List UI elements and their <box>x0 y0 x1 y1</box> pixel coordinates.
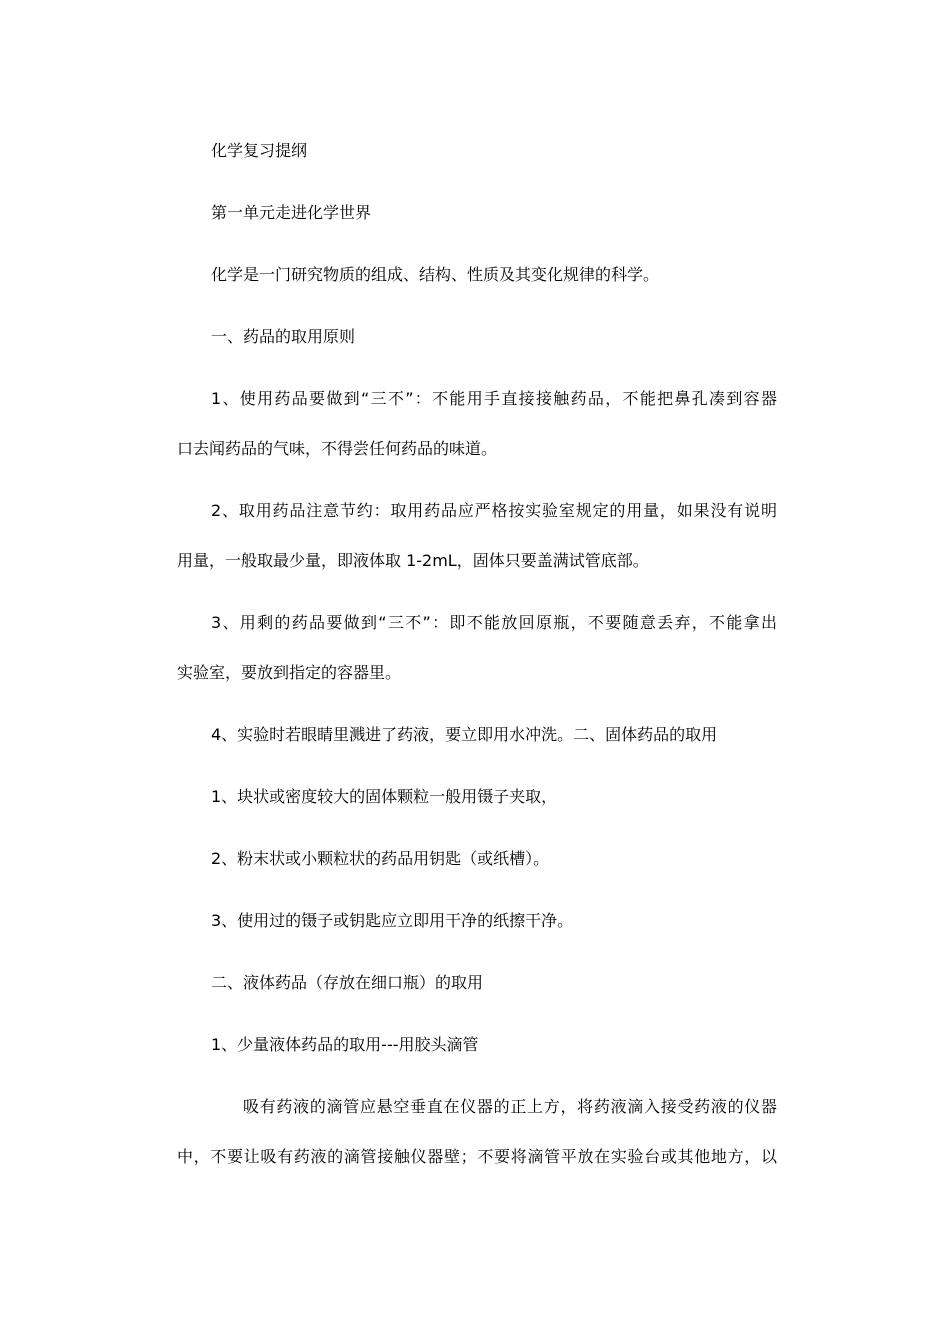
rule-3-line-2: 实验室，要放到指定的容器里。 <box>177 663 402 682</box>
liquid-item-1-heading: 1、少量液体药品的取用---用胶头滴管 <box>211 1035 479 1054</box>
section-heading-liquid: 二、液体药品（存放在细口瓶）的取用 <box>211 973 484 992</box>
solid-item-1: 1、块状或密度较大的固体颗粒一般用镊子夹取， <box>211 787 558 806</box>
dropper-line-2: 中，不要让吸有药液的滴管接触仪器壁；不要将滴管平放在实验台或其他地方，以 <box>177 1147 777 1166</box>
rule-1-line-1: 1、使用药品要做到“三不”：不能用手直接接触药品，不能把鼻孔凑到容器 <box>211 389 777 408</box>
rule-3-line-1: 3、用剩的药品要做到“三不”：即不能放回原瓶，不要随意丢弃，不能拿出 <box>211 613 777 632</box>
rule-1-line-2: 口去闻药品的气味，不得尝任何药品的味道。 <box>177 439 498 458</box>
section-heading: 一、药品的取用原则 <box>211 327 356 346</box>
solid-item-3: 3、使用过的镊子或钥匙应立即用干净的纸擦干净。 <box>211 911 574 930</box>
dropper-line-1: 吸有药液的滴管应悬空垂直在仪器的正上方，将药液滴入接受药液的仪器 <box>243 1097 777 1116</box>
solid-item-2: 2、粉末状或小颗粒状的药品用钥匙（或纸槽）。 <box>211 849 550 868</box>
definition-paragraph: 化学是一门研究物质的组成、结构、性质及其变化规律的科学。 <box>211 265 660 284</box>
rule-4: 4、实验时若眼睛里溅进了药液，要立即用水冲洗。二、固体药品的取用 <box>211 725 718 744</box>
rule-2-line-2: 用量，一般取最少量，即液体取 1-2mL，固体只要盖满试管底部。 <box>177 551 649 570</box>
unit-title: 第一单元走进化学世界 <box>211 203 372 222</box>
rule-2-line-1: 2、取用药品注意节约：取用药品应严格按实验室规定的用量，如果没有说明 <box>211 501 777 520</box>
document-title: 化学复习提纲 <box>211 141 308 160</box>
